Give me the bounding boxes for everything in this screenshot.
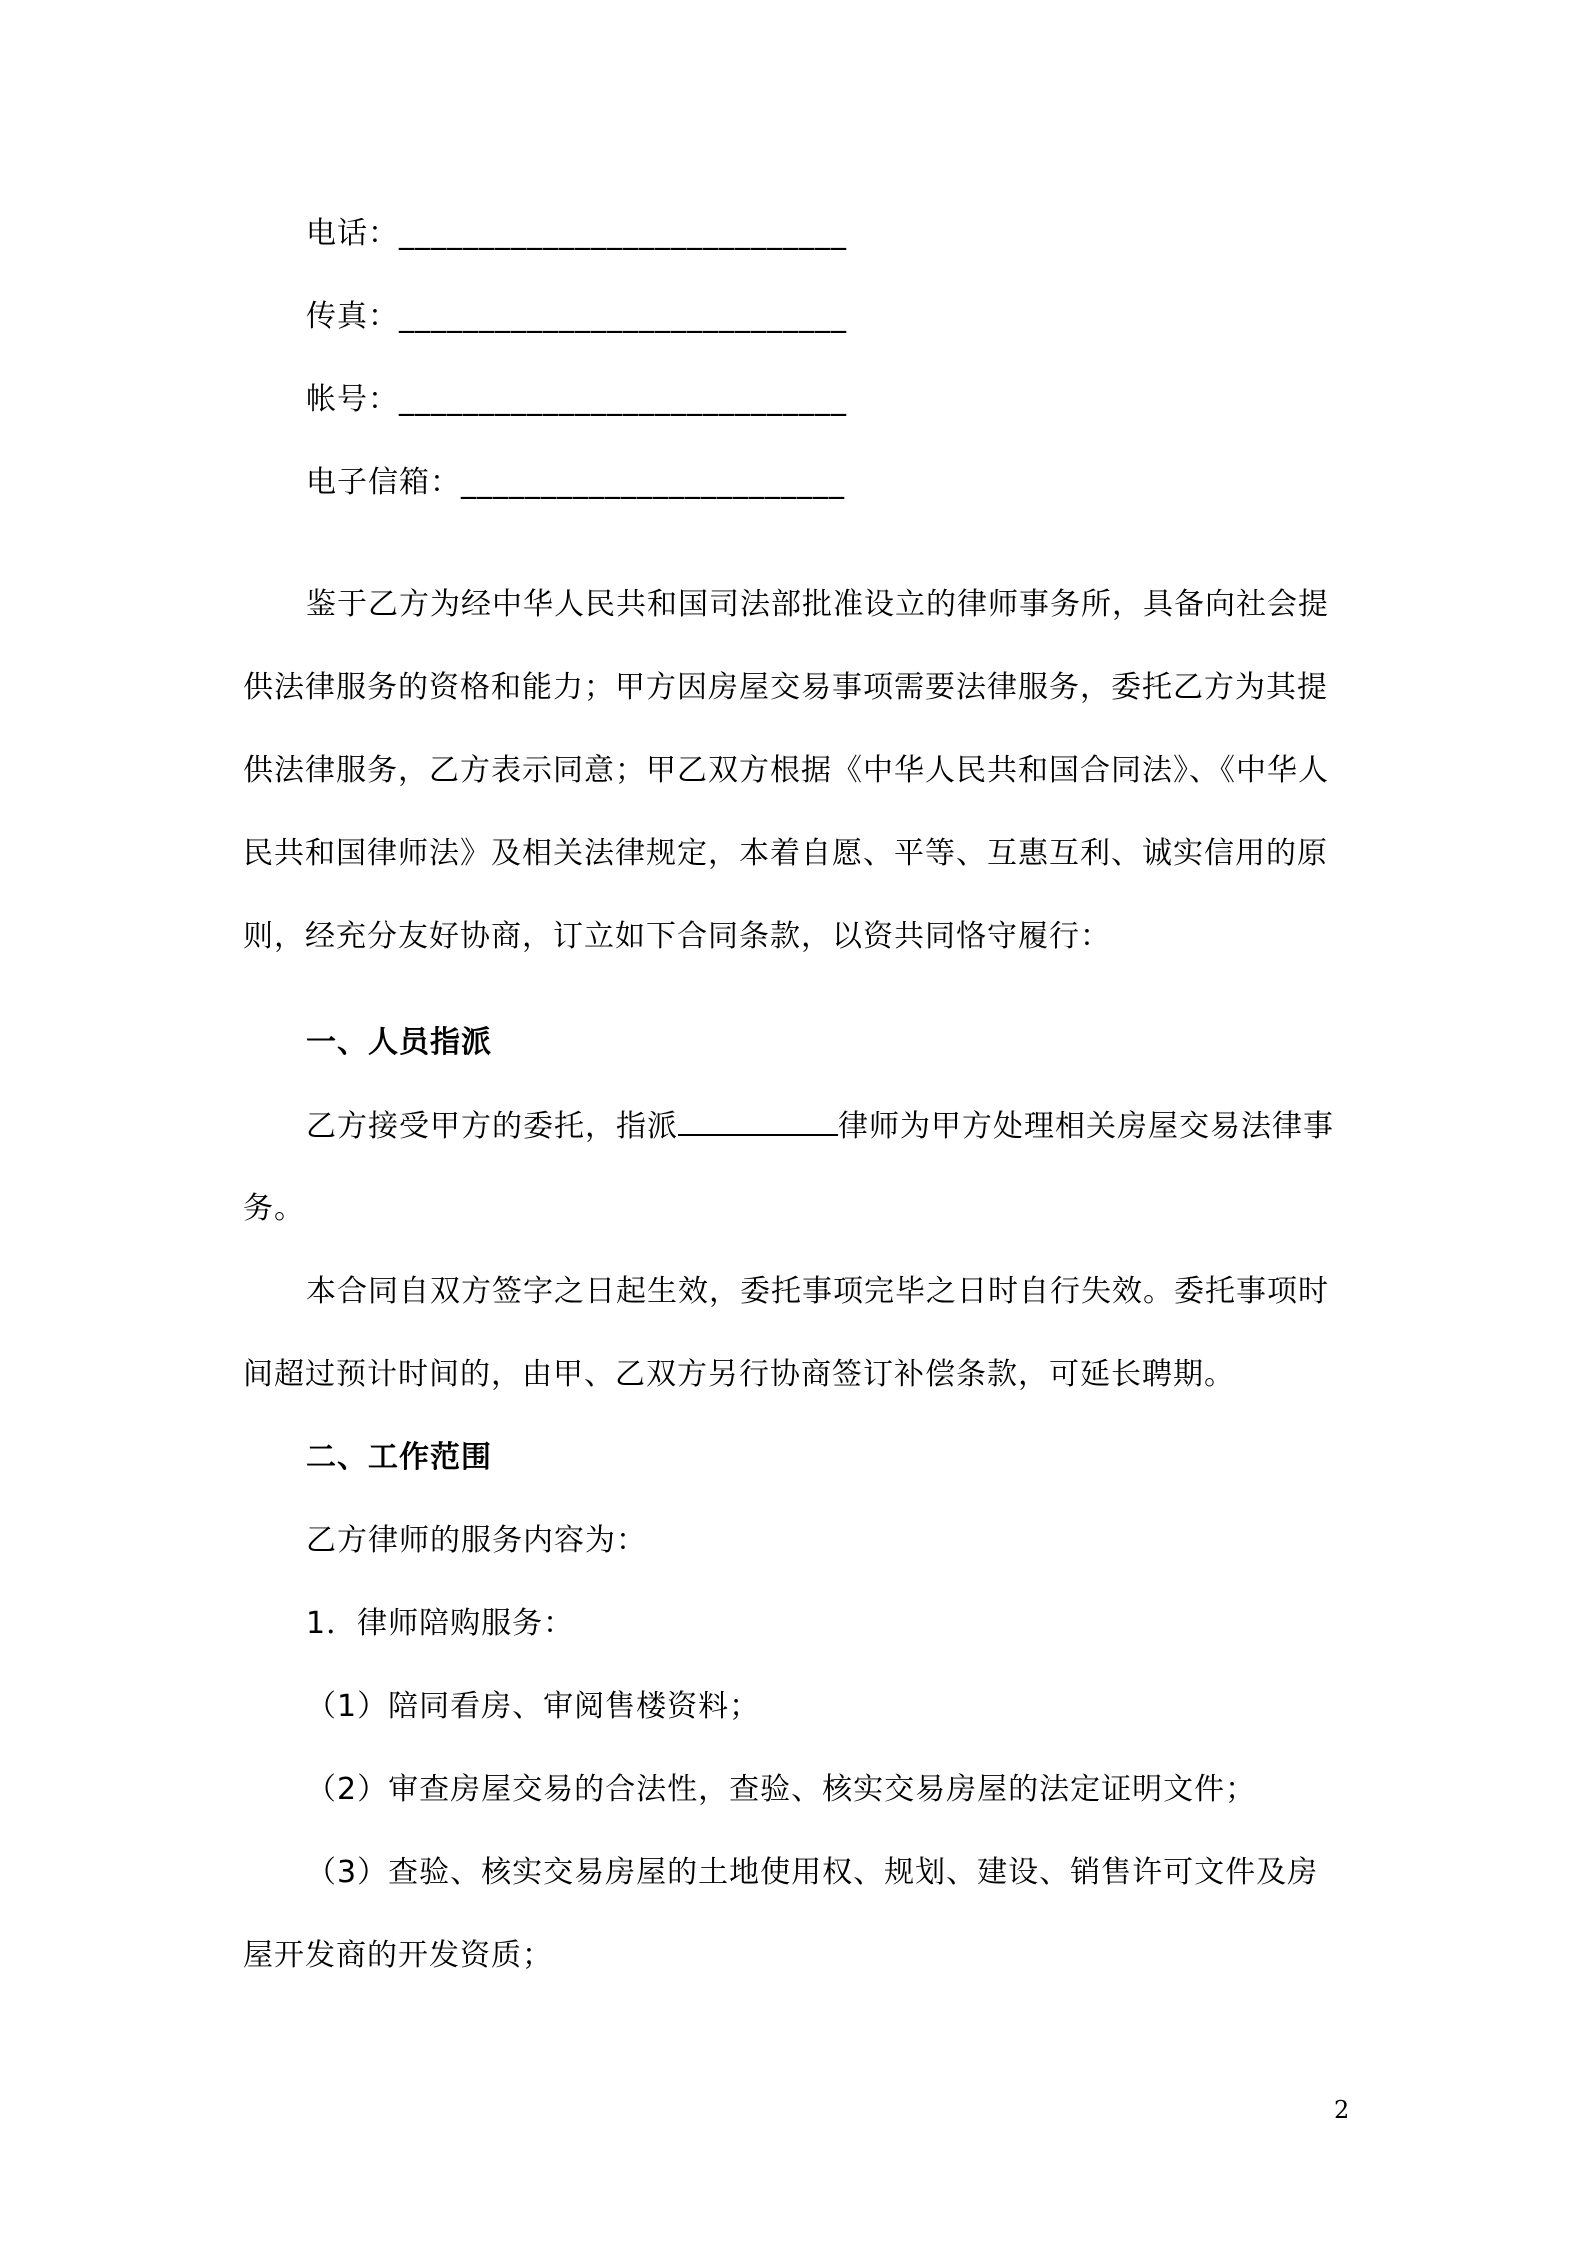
preamble-line-1: 鉴于乙方为经中华人民共和国司法部批准设立的律师事务所，具备向社会提	[306, 587, 1329, 622]
phone-field	[306, 214, 847, 254]
email-field	[306, 463, 845, 503]
account-blank[interactable]: ____________________________	[399, 382, 847, 417]
preamble-line-3: 供法律服务，乙方表示同意；甲乙双方根据《中华人民共和国合同法》、《中华人	[243, 753, 1329, 788]
section-1-heading: 一、人员指派	[306, 1025, 492, 1060]
preamble-line-5: 则，经充分友好协商，订立如下合同条款，以资共同恪守履行：	[243, 919, 1111, 954]
fax-label: 传真：	[306, 299, 399, 334]
phone-label: 电话：	[306, 216, 399, 251]
section-1-para-1	[306, 1106, 1334, 1147]
email-blank[interactable]: ________________________	[461, 465, 845, 500]
section-2-intro: 乙方律师的服务内容为：	[306, 1523, 647, 1558]
assign-text-after: 律师为甲方处理相关房屋交易法律事	[838, 1109, 1334, 1144]
preamble-line-2: 供法律服务的资格和能力；甲方因房屋交易事项需要法律服务，委托乙方为其提	[243, 670, 1328, 705]
service-item-1: 1．律师陪购服务：	[306, 1606, 575, 1641]
fax-blank[interactable]: ____________________________	[399, 299, 847, 334]
service-sub-3: （3）查验、核实交易房屋的土地使用权、规划、建设、销售许可文件及房	[306, 1855, 1319, 1890]
email-label: 电子信箱：	[306, 465, 461, 500]
service-sub-2: （2）审查房屋交易的合法性，查验、核实交易房屋的法定证明文件；	[306, 1772, 1257, 1807]
phone-blank[interactable]: ____________________________	[399, 216, 847, 251]
account-label: 帐号：	[306, 382, 399, 417]
service-sub-1: （1）陪同看房、审阅售楼资料；	[306, 1689, 761, 1724]
fax-field	[306, 297, 847, 337]
assign-text-before: 乙方接受甲方的委托，指派	[306, 1109, 678, 1144]
section-1-para-2-cont: 间超过预计时间的，由甲、乙双方另行协商签订补偿条款，可延长聘期。	[243, 1357, 1235, 1392]
preamble-line-4: 民共和国律师法》及相关法律规定，本着自愿、平等、互惠互利、诚实信用的原	[243, 836, 1328, 871]
section-1-para-2: 本合同自双方签字之日起生效，委托事项完毕之日时自行失效。委托事项时	[306, 1274, 1329, 1309]
lawyer-name-blank[interactable]	[678, 1106, 838, 1136]
section-1-para-1-cont: 务。	[243, 1191, 305, 1226]
account-field	[306, 380, 847, 420]
page-number: 2	[1334, 2096, 1350, 2124]
section-2-heading: 二、工作范围	[306, 1440, 492, 1475]
service-sub-3-cont: 屋开发商的开发资质；	[243, 1938, 553, 1973]
